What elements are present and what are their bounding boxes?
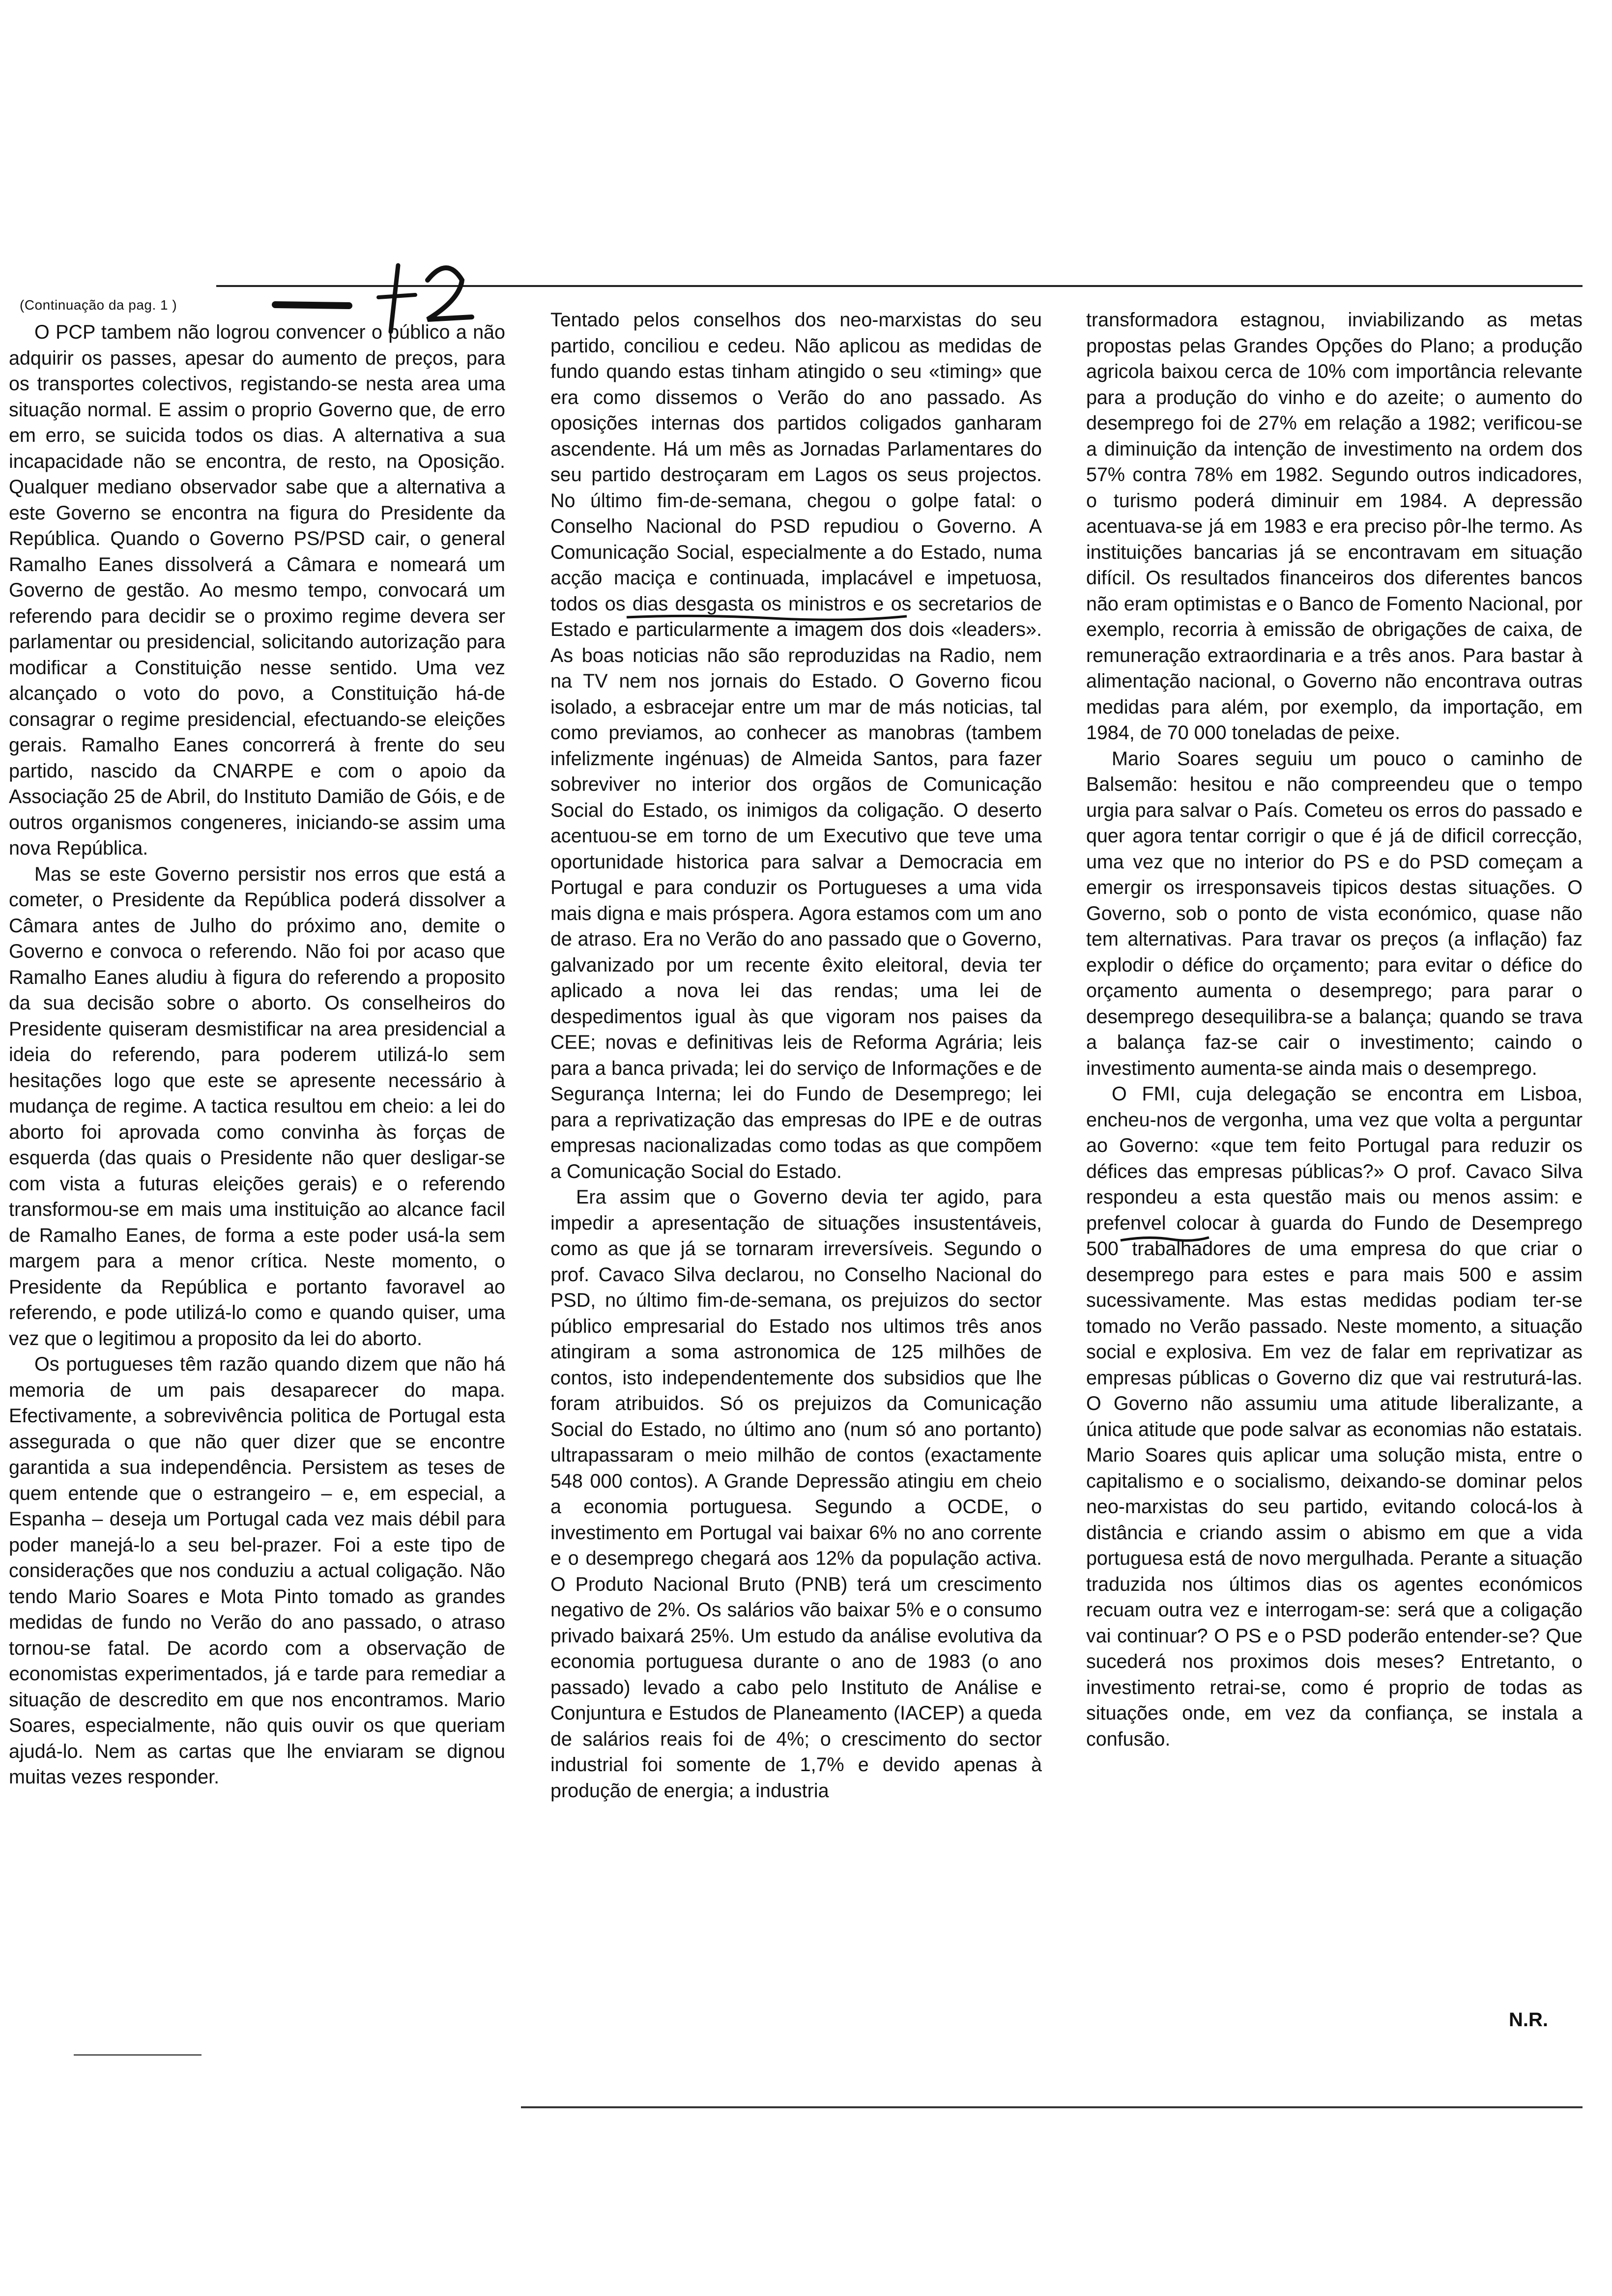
- column-3-paragraph-1: transformadora estagnou, inviabilizando as metas propostas pelas Grandes Opções do Plano; a produção agricola baixou cerca de 10% com importância relevante para a produção do vinho e do azeite; o aumento do desemprego foi de 27% em relação a 1982; verificou-se a diminuição da intenção de investimento na ordem dos 57% contra 78% em 1982. Segundo outros indicadores, o turismo poderá diminuir em 1984. A depressão acentuava-se já em 1983 e era preciso pôr-lhe termo. As instituições bancarias já se encontravam em situação difícil. Os resultados financeiros dos diferentes bancos não eram optimistas e o Banco de Fomento Nacional, por exemplo, recorria à emissão de obrigações de caixa, de remuneração extraordinaria e a três anos. Para bastar à alimentação nacional, o Governo não encontrava outras medidas para além, por exemplo, da importação, em 1984, de 70 000 toneladas de peixe.: [1086, 309, 1583, 744]
- column-2-paragraph-2: Era assim que o Governo devia ter agido, para impedir a apresentação de situações insustentáveis, como as que já se tornaram irreversíveis. Segundo o prof. Cavaco Silva declarou, no Conselho Nacional do PSD, no último fim-de-semana, os prejuizos do sector público empresarial do Estado nos ultimos três anos atingiram a soma astronomica de 125 milhões de contos, isto independentemente dos subsidios que lhe foram atribuidos. Só os prejuizos da Comunicação Social do Estado, no último ano (num só ano portanto) ultrapassaram o meio milhão de contos (exactamente 548 000 contos). A Grande Depressão atingiu em cheio a economia portuguesa. Segundo a OCDE, o investimento em Portugal vai baixar 6% no ano corrente e o desemprego chegará aos 12% da população activa. O Produto Nacional Bruto (PNB) terá um crescimento negativo de 2%. Os salários vão baixar 5% e o consumo privado baixará 25%. Um estudo da análise evolutiva da economia portuguesa durante o ano de 1983 (o ano passado) levado a cabo pelo Instituto de Análise e Conjuntura e Estudos de Planeamento (IACEP) a queda de salários reais foi de 4%; o crescimento do sector industrial foi somente de 1,7% e devido apenas à produção de energia; a industria: [550, 1186, 1042, 1802]
- column-1-paragraph-1: O PCP tambem não logrou convencer o público a não adquirir os passes, apesar do aumento de preços, para os transportes colectivos, registando-se nesta area uma situação normal. E assim o proprio Governo que, de erro em erro, se suicida todos os dias. A alternativa a sua incapacidade não se encontra, de resto, na Oposição. Qualquer mediano observador sabe que a alternativa a este Governo se encontra na figura do Presidente da República. Quando o Governo PS/PSD cair, o general Ramalho Eanes dissolverá a Câmara e nomeará um Governo de gestão. Ao mesmo tempo, convocará um referendo para decidir se o proximo regime devera ser parlamentar ou presidencial, solicitando autorização para modificar a Constituição nesse sentido. Uma vez alcançado o voto do povo, a Constituição há-de consagrar o regime presidencial, efectuando-se eleições gerais. Ramalho Eanes concorrerá à frente do seu partido, nascido da CNARPE e com o apoio da Associação 25 de Abril, do Instituto Damião de Góis, e de outros organismos congeneres, iniciando-se assim uma nova República.: [9, 321, 505, 859]
- column-1-paragraph-2: Mas se este Governo persistir nos erros que está a cometer, o Presidente da República poderá dissolver a Câmara antes de Julho do próximo ano, demite o Governo e convoca o referendo. Não foi por acaso que Ramalho Eanes aludiu à figura do referendo a proposito da sua decisão sobre o aborto. Os conselheiros do Presidente quiseram desmistificar na area presidencial a ideia do referendo, para poderem utilizá-lo sem hesitações logo que este se apresente necessário à mudança de regime. A tactica resultou em cheio: a lei do aborto foi aprovada como convinha às forças de esquerda (das quais o Presidente não quer desligar-se com vista a futuras eleições gerais) e o referendo transformou-se em mais uma instituição ao alcance facil de Ramalho Eanes, de forma a este poder usá-la sem margem para a menor crítica. Neste momento, o Presidente da República e portanto favoravel ao referendo, e pode utilizá-lo como e quando quiser, uma vez que o legitimou a proposito da lei do aborto.: [9, 863, 505, 1349]
- article-column-1: [9, 319, 505, 1790]
- column-1-paragraph-3: Os portugueses têm razão quando dizem que não há memoria de um pais desaparecer do mapa. Efectivamente, a sobrevivência politica de Portugal esta assegurada o que não quer dizer que se encontre garantida a sua independência. Persistem as teses de quem entende que o estrangeiro – e, em especial, a Espanha – deseja um Portugal cada vez mais débil para poder manejá-lo a seu bel-prazer. Foi a este tipo de considerações que nos conduziu a actual coligação. Não tendo Mario Soares e Mota Pinto tomado as grandes medidas de fundo no Verão do ano passado, o atraso tornou-se fatal. De acordo com a observação de economistas experimentados, já e tarde para remediar a situação de descredito em que nos encontramos. Mario Soares, especialmente, não quis ouvir os que queriam ajudá-lo. Nem as cartas que lhe enviaram se dignou muitas vezes responder.: [9, 1353, 505, 1788]
- article-column-3: [1086, 307, 1583, 1752]
- bottom-rule: [521, 2106, 1583, 2108]
- column-3-paragraph-3: O FMI, cuja delegação se encontra em Lisboa, encheu-nos de vergonha, uma vez que volta a perguntar ao Governo: «que tem feito Portugal para reduzir os défices das empresas públicas?» O prof. Cavaco Silva respondeu a esta questão mais ou menos assim: e prefenvel colocar à guarda do Fundo de Desemprego 500 trabalhadores de uma empresa do que criar o desemprego para estes e para mais 500 e assim sucessivamente. Mas estas medidas podiam ter-se tomado no Verão passado. Neste momento, a situação social e explosiva. Em vez de falar em reprivatizar as empresas públicas o Governo diz que vai restruturá-las. O Governo não assumiu uma atitude liberalizante, a única atitude que pode salvar as economias não estatais. Mario Soares quis aplicar uma solução mista, entre o capitalismo e o socialismo, deixando-se dominar pelos neo-marxistas do seu partido, evitando colocá-los à distância e criando assim o abismo em que a vida portuguesa está de novo mergulhada. Perante a situação traduzida nos últimos dias os agentes económicos recuam outra vez e interrogam-se: será que a coligação vai continuar? O PS e o PSD poderão entender-se? Que sucederá nos proximos dois meses? Entretanto, o investimento retrai-se, como é proprio de todas as situações onde, em vez da confiança, se instala a confusão.: [1086, 1083, 1583, 1750]
- author-signature: N.R.: [1509, 2009, 1548, 2031]
- continuation-note: (Continuação da pag. 1 ): [20, 297, 177, 313]
- column-2-paragraph-1: Tentado pelos conselhos dos neo-marxistas do seu partido, conciliou e cedeu. Não aplicou as medidas de fundo quando estas tinham atingido o seu «timing» que era como dissemos o Verão do ano passado. As oposições internas dos partidos coligados ganharam ascendente. Há um mês as Jornadas Parlamentares do seu partido destroçaram em Lagos os seus projectos. No último fim-de-semana, chegou o golpe fatal: o Conselho Nacional do PSD repudiou o Governo. A Comunicação Social, especialmente a do Estado, numa acção maciça e continuada, implacável e impetuosa, todos os dias desgasta os ministros e os secretarios de Estado e particularmente a imagem dos dois «leaders». As boas noticias não são reproduzidas na Radio, nem na TV nem nos jornais do Estado. O Governo ficou isolado, a esbracejar entre um mar de más noticias, tal como previamos, ao conhecer as manobras (tambem infelizmente ingénuas) de Almeida Santos, para fazer sobreviver no interior dos orgãos de Comunicação Social do Estado, os inimigos da coligação. O deserto acentuou-se em torno de um Executivo que teve uma oportunidade historica para salvar a Democracia em Portugal e para conduzir os Portugueses a uma vida mais digna e mais próspera. Agora estamos com um ano de atraso. Era no Verão do ano passado que o Governo, galvanizado por um recente êxito eleitoral, devia ter aplicado a nova lei das rendas; uma lei de despedimentos igual às que vigoram nos paises da CEE; novas e definitivas leis de Reforma Agrária; leis para a banca privada; lei do serviço de Informações e de Segurança Interna; lei do Fundo de Desemprego; lei para a reprivatização das empresas do IPE e de outras empresas nacionalizadas como todas as que compõem a Comunicação Social do Estado.: [550, 309, 1042, 1182]
- column-3-paragraph-2: Mario Soares seguiu um pouco o caminho de Balsemão: hesitou e não compreendeu que o tempo urgia para salvar o País. Cometeu os erros do passado e quer agora tentar corrigir o que é já de dificil correcção, uma vez que no interior do PS e do PSD começam a emergir os irresponsaveis tipicos destas situações. O Governo, sob o ponto de vista económico, quase não tem alternativas. Para travar os preços (a inflação) faz explodir o défice do orçamento; para evitar o défice do orçamento aumenta o desemprego; para parar o desemprego desequilibra-se a balança; quando se trava a balança faz-se cair o investimento; caindo o investimento aumenta-se ainda mais o desemprego.: [1086, 747, 1583, 1079]
- bottom-rule-left: [74, 2054, 202, 2056]
- article-column-2: [550, 307, 1042, 1804]
